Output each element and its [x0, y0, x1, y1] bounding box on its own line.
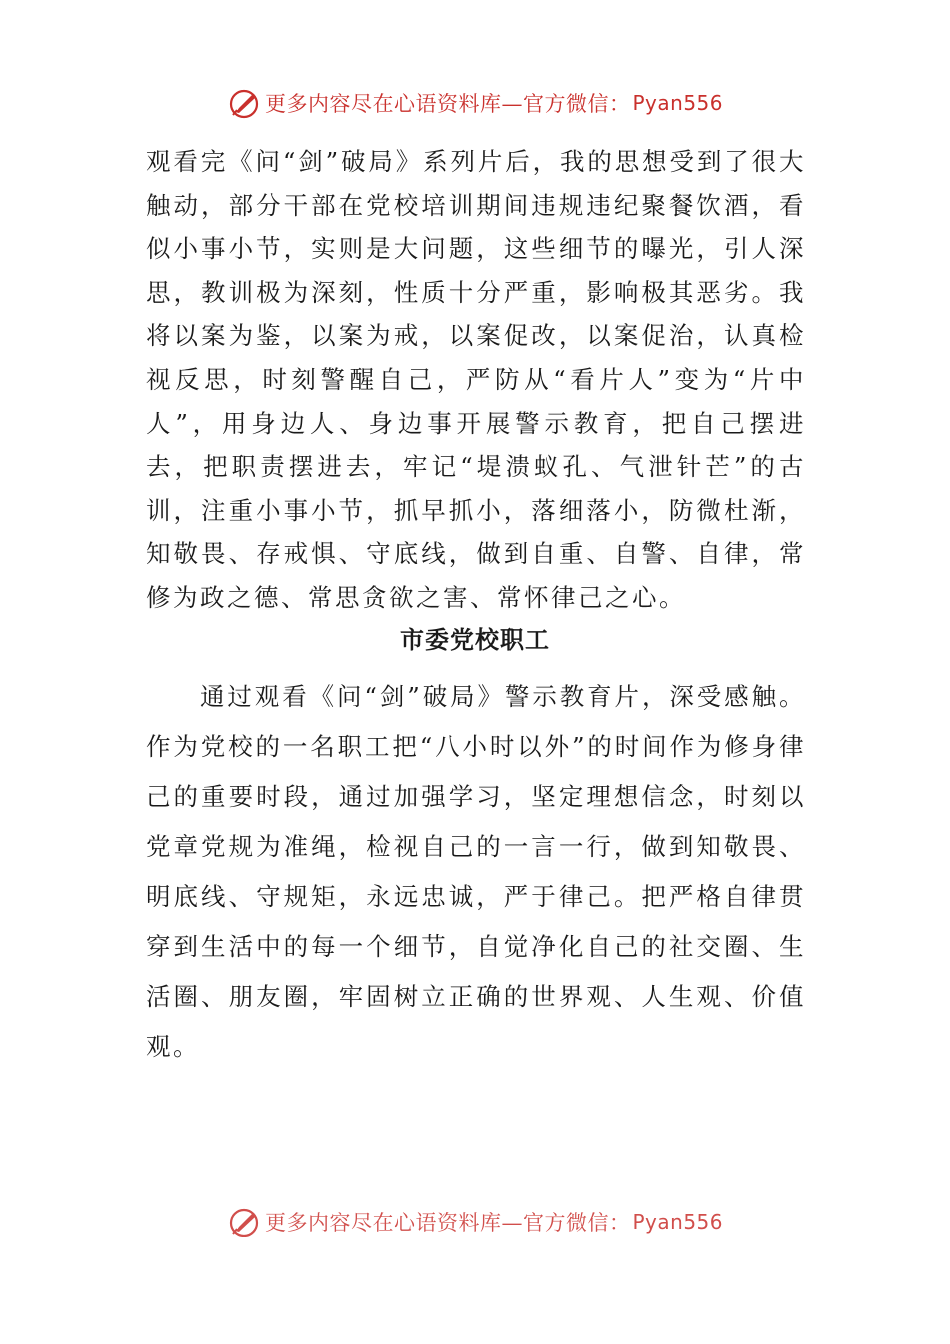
paragraph-1: 观看完《问“剑”破局》系列片后，我的思想受到了很大触动，部分干部在党校培训期间违规违纪聚餐饮酒，看似小事小节，实则是大问题，这些细节的曝光，引人深思，教训极为深刻，性质十分严重，影响极其恶劣。我将以案为鉴，以案为戒，以案促改，以案促治，认真检视反思，时刻警醒自己，严防从“看片人”变为“片中人”，用身边人、身边事开展警示教育，把自己摆进去，把职责摆进去，牢记“堤溃蚁孔、气泄针芒”的古训，注重小事小节，抓早抓小，落细落小，防微杜渐，知敬畏、存戒惧、守底线，做到自重、自警、自律，常修为政之德、常思贪欲之害、常怀律己之心。 [146, 147, 806, 612]
header-watermark-banner [0, 83, 950, 123]
quill-pen-logo-icon [227, 1205, 261, 1237]
footer-watermark-text: 更多内容尽在心语资料库—官方微信： [264, 1211, 631, 1235]
header-watermark-content [227, 86, 723, 120]
footer-wechat-id: Pyan556 [632, 1210, 723, 1234]
section-title: 市委党校职工 [400, 625, 550, 654]
header-wechat-id: Pyan556 [632, 91, 723, 115]
footer-watermark-content [227, 1205, 723, 1237]
footer-watermark-banner [0, 1203, 950, 1237]
header-watermark-text: 更多内容尽在心语资料库—官方微信： [264, 92, 631, 116]
paragraph-2: 通过观看《问“剑”破局》警示教育片，深受感触。作为党校的一名职工把“八小时以外”的时间作为修身律己的重要时段，通过加强学习，坚定理想信念，时刻以党章党规为准绳，检视自己的一言一行，做到知敬畏、明底线、守规矩，永远忠诚，严于律己。把严格自律贯穿到生活中的每一个细节，自觉净化自己的社交圈、生活圈、朋友圈，牢固树立正确的世界观、人生观、价值观。 [146, 682, 806, 1061]
quill-pen-logo-icon [227, 86, 261, 120]
